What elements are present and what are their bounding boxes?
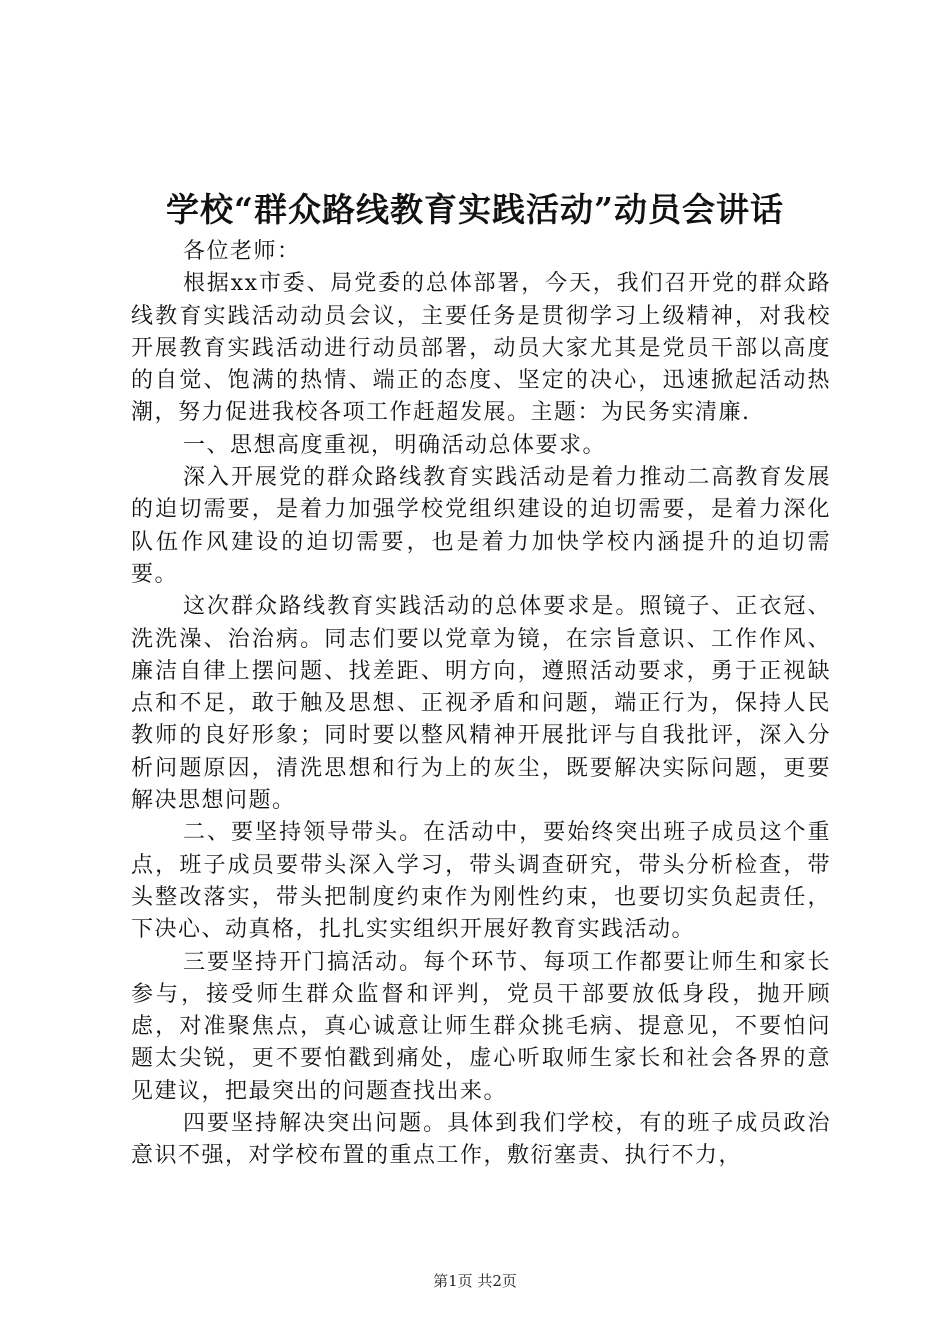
paragraph: 三要坚持开门搞活动。每个环节、每项工作都要让师生和家长参与，接受师生群众监督和评判，党员干部要放低身段，抛开顾虑，对准聚焦点，真心诚意让师生群众挑毛病、提意见，不要怕问题太尖锐，更不要怕戳到痛处，虚心听取师生家长和社会各界的意见建议，把最突出的问题查找出来。 [131, 949, 831, 1104]
document-body [131, 236, 831, 1173]
paragraph: 二、要坚持领导带头。在活动中，要始终突出班子成员这个重点，班子成员要带头深入学习，带头调查研究，带头分析检查，带头整改落实，带头把制度约束作为刚性约束，也要切实负起责任，下决心、动真格，扎扎实实组织开展好教育实践活动。 [131, 820, 831, 943]
section-heading-1: 一、思想高度重视，明确活动总体要求。 [183, 432, 607, 458]
document-title: 学校“群众路线教育实践活动”动员会讲话 [166, 190, 784, 229]
paragraph: 四要坚持解决突出问题。具体到我们学校，有的班子成员政治意识不强，对学校布置的重点工作，敷衍塞责、执行不力， [131, 1111, 831, 1169]
paragraph: 这次群众路线教育实践活动的总体要求是。照镜子、正衣冠、洗洗澡、治治病。同志们要以党章为镜，在宗旨意识、工作作风、廉洁自律上摆问题、找差距、明方向，遵照活动要求，勇于正视缺点和不足，敢于触及思想、正视矛盾和问题，端正行为，保持人民教师的良好形象；同时要以整风精神开展批评与自我批评，深入分析问题原因，清洗思想和行为上的灰尘，既要解决实际问题，更要解决思想问题。 [131, 594, 831, 814]
paragraph-intro: 根据xx市委、局党委的总体部署，今天，我们召开党的群众路线教育实践活动动员会议，主要任务是贯彻学习上级精神，对我校开展教育实践活动进行动员部署，动员大家尤其是党员干部以高度的自觉、饱满的热情、端正的态度、坚定的决心，迅速掀起活动热潮，努力促进我校各项工作赶超发展。主题：为民务实清廉. [131, 271, 831, 426]
page-footer: 第1页 共2页 [433, 1272, 517, 1290]
paragraph: 深入开展党的群众路线教育实践活动是着力推动二高教育发展的迫切需要，是着力加强学校党组织建设的迫切需要，是着力深化队伍作风建设的迫切需要，也是着力加快学校内涵提升的迫切需要。 [131, 465, 831, 587]
salutation: 各位老师： [183, 239, 301, 264]
